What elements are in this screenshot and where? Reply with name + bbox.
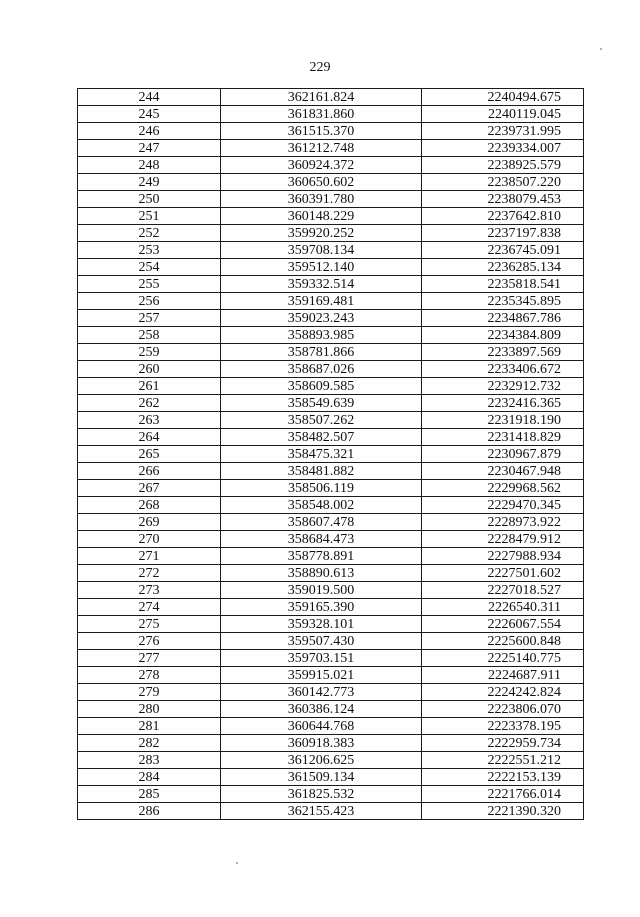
y-coordinate-cell: 2237197.838 — [422, 225, 584, 242]
table-row — [78, 769, 584, 786]
y-coordinate-cell: 2227018.527 — [422, 582, 584, 599]
table-row — [78, 497, 584, 514]
table-row — [78, 242, 584, 259]
x-coordinate-cell: 359915.021 — [221, 667, 422, 684]
table-row — [78, 344, 584, 361]
y-coordinate-cell: 2234867.786 — [422, 310, 584, 327]
point-number-cell: 280 — [78, 701, 221, 718]
table-row — [78, 412, 584, 429]
x-coordinate-cell: 360644.768 — [221, 718, 422, 735]
point-number-cell: 253 — [78, 242, 221, 259]
point-number-cell: 247 — [78, 140, 221, 157]
point-number-cell: 278 — [78, 667, 221, 684]
y-coordinate-cell: 2239334.007 — [422, 140, 584, 157]
table-row — [78, 140, 584, 157]
table-row — [78, 174, 584, 191]
y-coordinate-cell: 2228973.922 — [422, 514, 584, 531]
y-coordinate-cell: 2222153.139 — [422, 769, 584, 786]
table-row — [78, 378, 584, 395]
table-row — [78, 106, 584, 123]
y-coordinate-cell: 2238925.579 — [422, 157, 584, 174]
x-coordinate-cell: 362161.824 — [221, 89, 422, 106]
x-coordinate-cell: 358482.507 — [221, 429, 422, 446]
x-coordinate-cell: 361509.134 — [221, 769, 422, 786]
x-coordinate-cell: 361515.370 — [221, 123, 422, 140]
table-row — [78, 276, 584, 293]
point-number-cell: 282 — [78, 735, 221, 752]
point-number-cell: 274 — [78, 599, 221, 616]
y-coordinate-cell: 2230967.879 — [422, 446, 584, 463]
coordinate-table — [77, 88, 584, 820]
point-number-cell: 268 — [78, 497, 221, 514]
point-number-cell: 245 — [78, 106, 221, 123]
point-number-cell: 261 — [78, 378, 221, 395]
table-row — [78, 157, 584, 174]
table-row — [78, 225, 584, 242]
y-coordinate-cell: 2233406.672 — [422, 361, 584, 378]
table-row — [78, 752, 584, 769]
table-row — [78, 582, 584, 599]
table-row — [78, 395, 584, 412]
x-coordinate-cell: 358507.262 — [221, 412, 422, 429]
y-coordinate-cell: 2226540.311 — [422, 599, 584, 616]
table-row — [78, 565, 584, 582]
x-coordinate-cell: 358607.478 — [221, 514, 422, 531]
point-number-cell: 286 — [78, 803, 221, 820]
page-number: 229 — [309, 60, 331, 75]
point-number-cell: 285 — [78, 786, 221, 803]
x-coordinate-cell: 360650.602 — [221, 174, 422, 191]
point-number-cell: 257 — [78, 310, 221, 327]
scan-speck — [236, 862, 238, 864]
y-coordinate-cell: 2226067.554 — [422, 616, 584, 633]
point-number-cell: 262 — [78, 395, 221, 412]
y-coordinate-cell: 2221390.320 — [422, 803, 584, 820]
table-row — [78, 531, 584, 548]
point-number-cell: 258 — [78, 327, 221, 344]
point-number-cell: 256 — [78, 293, 221, 310]
y-coordinate-cell: 2237642.810 — [422, 208, 584, 225]
y-coordinate-cell: 2227988.934 — [422, 548, 584, 565]
point-number-cell: 283 — [78, 752, 221, 769]
x-coordinate-cell: 361825.532 — [221, 786, 422, 803]
x-coordinate-cell: 360924.372 — [221, 157, 422, 174]
point-number-cell: 265 — [78, 446, 221, 463]
point-number-cell: 273 — [78, 582, 221, 599]
table-row — [78, 786, 584, 803]
point-number-cell: 271 — [78, 548, 221, 565]
point-number-cell: 259 — [78, 344, 221, 361]
x-coordinate-cell: 359512.140 — [221, 259, 422, 276]
x-coordinate-cell: 362155.423 — [221, 803, 422, 820]
table-row — [78, 616, 584, 633]
table-row — [78, 480, 584, 497]
y-coordinate-cell: 2224687.911 — [422, 667, 584, 684]
point-number-cell: 263 — [78, 412, 221, 429]
x-coordinate-cell: 359023.243 — [221, 310, 422, 327]
table-row — [78, 208, 584, 225]
table-row — [78, 701, 584, 718]
y-coordinate-cell: 2225140.775 — [422, 650, 584, 667]
table-row — [78, 633, 584, 650]
y-coordinate-cell: 2240494.675 — [422, 89, 584, 106]
y-coordinate-cell: 2238507.220 — [422, 174, 584, 191]
y-coordinate-cell: 2227501.602 — [422, 565, 584, 582]
x-coordinate-cell: 358778.891 — [221, 548, 422, 565]
x-coordinate-cell: 359920.252 — [221, 225, 422, 242]
y-coordinate-cell: 2225600.848 — [422, 633, 584, 650]
point-number-cell: 264 — [78, 429, 221, 446]
table-row — [78, 667, 584, 684]
x-coordinate-cell: 358549.639 — [221, 395, 422, 412]
table-row — [78, 293, 584, 310]
y-coordinate-cell: 2223378.195 — [422, 718, 584, 735]
point-number-cell: 248 — [78, 157, 221, 174]
point-number-cell: 269 — [78, 514, 221, 531]
y-coordinate-cell: 2233897.569 — [422, 344, 584, 361]
x-coordinate-cell: 358684.473 — [221, 531, 422, 548]
point-number-cell: 249 — [78, 174, 221, 191]
x-coordinate-cell: 358506.119 — [221, 480, 422, 497]
y-coordinate-cell: 2221766.014 — [422, 786, 584, 803]
y-coordinate-cell: 2232912.732 — [422, 378, 584, 395]
y-coordinate-cell: 2231418.829 — [422, 429, 584, 446]
table-row — [78, 310, 584, 327]
table-row — [78, 514, 584, 531]
table-row — [78, 123, 584, 140]
x-coordinate-cell: 358475.321 — [221, 446, 422, 463]
y-coordinate-cell: 2229968.562 — [422, 480, 584, 497]
x-coordinate-cell: 358687.026 — [221, 361, 422, 378]
y-coordinate-cell: 2231918.190 — [422, 412, 584, 429]
x-coordinate-cell: 359332.514 — [221, 276, 422, 293]
table-row — [78, 548, 584, 565]
y-coordinate-cell: 2229470.345 — [422, 497, 584, 514]
table-row — [78, 259, 584, 276]
x-coordinate-cell: 360148.229 — [221, 208, 422, 225]
table-row — [78, 429, 584, 446]
x-coordinate-cell: 361831.860 — [221, 106, 422, 123]
point-number-cell: 270 — [78, 531, 221, 548]
x-coordinate-cell: 359703.151 — [221, 650, 422, 667]
y-coordinate-cell: 2235345.895 — [422, 293, 584, 310]
table-body — [78, 89, 584, 820]
table-row — [78, 650, 584, 667]
table-row — [78, 89, 584, 106]
y-coordinate-cell: 2232416.365 — [422, 395, 584, 412]
table-row — [78, 718, 584, 735]
point-number-cell: 279 — [78, 684, 221, 701]
scan-speck — [600, 48, 602, 50]
x-coordinate-cell: 359708.134 — [221, 242, 422, 259]
point-number-cell: 260 — [78, 361, 221, 378]
table-row — [78, 735, 584, 752]
point-number-cell: 254 — [78, 259, 221, 276]
y-coordinate-cell: 2239731.995 — [422, 123, 584, 140]
y-coordinate-cell: 2222959.734 — [422, 735, 584, 752]
y-coordinate-cell: 2224242.824 — [422, 684, 584, 701]
x-coordinate-cell: 358893.985 — [221, 327, 422, 344]
point-number-cell: 255 — [78, 276, 221, 293]
x-coordinate-cell: 359165.390 — [221, 599, 422, 616]
x-coordinate-cell: 358781.866 — [221, 344, 422, 361]
x-coordinate-cell: 360386.124 — [221, 701, 422, 718]
y-coordinate-cell: 2228479.912 — [422, 531, 584, 548]
point-number-cell: 246 — [78, 123, 221, 140]
x-coordinate-cell: 358890.613 — [221, 565, 422, 582]
point-number-cell: 250 — [78, 191, 221, 208]
table-row — [78, 446, 584, 463]
y-coordinate-cell: 2238079.453 — [422, 191, 584, 208]
x-coordinate-cell: 358481.882 — [221, 463, 422, 480]
point-number-cell: 281 — [78, 718, 221, 735]
y-coordinate-cell: 2222551.212 — [422, 752, 584, 769]
x-coordinate-cell: 361212.748 — [221, 140, 422, 157]
x-coordinate-cell: 360142.773 — [221, 684, 422, 701]
x-coordinate-cell: 359507.430 — [221, 633, 422, 650]
table-row — [78, 463, 584, 480]
point-number-cell: 266 — [78, 463, 221, 480]
x-coordinate-cell: 360918.383 — [221, 735, 422, 752]
x-coordinate-cell: 358609.585 — [221, 378, 422, 395]
point-number-cell: 272 — [78, 565, 221, 582]
table-row — [78, 361, 584, 378]
table-row — [78, 191, 584, 208]
table-row — [78, 803, 584, 820]
table-row — [78, 599, 584, 616]
y-coordinate-cell: 2236745.091 — [422, 242, 584, 259]
y-coordinate-cell: 2230467.948 — [422, 463, 584, 480]
point-number-cell: 267 — [78, 480, 221, 497]
x-coordinate-cell: 360391.780 — [221, 191, 422, 208]
point-number-cell: 284 — [78, 769, 221, 786]
point-number-cell: 244 — [78, 89, 221, 106]
table-row — [78, 327, 584, 344]
x-coordinate-cell: 359019.500 — [221, 582, 422, 599]
point-number-cell: 276 — [78, 633, 221, 650]
point-number-cell: 277 — [78, 650, 221, 667]
point-number-cell: 251 — [78, 208, 221, 225]
y-coordinate-cell: 2235818.541 — [422, 276, 584, 293]
table-row — [78, 684, 584, 701]
x-coordinate-cell: 361206.625 — [221, 752, 422, 769]
x-coordinate-cell: 359169.481 — [221, 293, 422, 310]
y-coordinate-cell: 2236285.134 — [422, 259, 584, 276]
point-number-cell: 252 — [78, 225, 221, 242]
point-number-cell: 275 — [78, 616, 221, 633]
y-coordinate-cell: 2234384.809 — [422, 327, 584, 344]
y-coordinate-cell: 2240119.045 — [422, 106, 584, 123]
x-coordinate-cell: 358548.002 — [221, 497, 422, 514]
y-coordinate-cell: 2223806.070 — [422, 701, 584, 718]
x-coordinate-cell: 359328.101 — [221, 616, 422, 633]
